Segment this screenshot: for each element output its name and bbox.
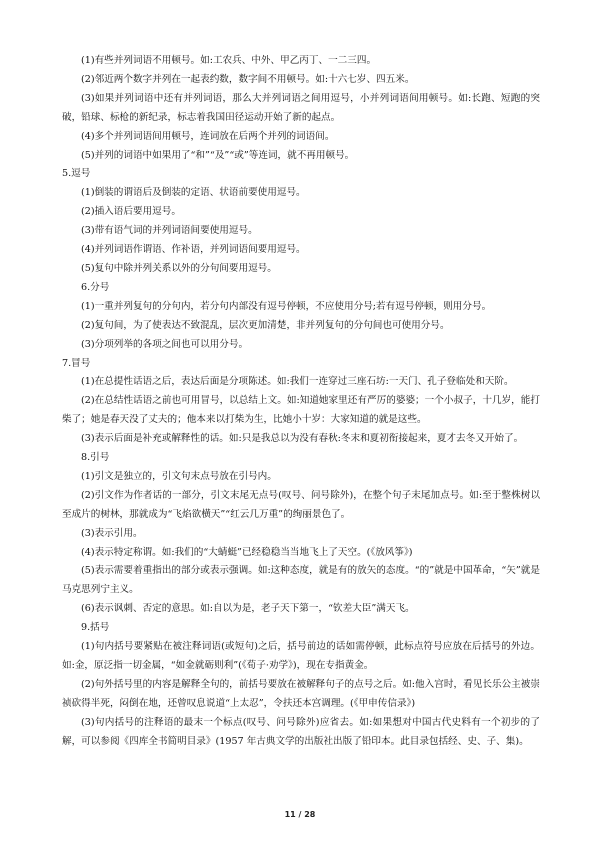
paragraph: (5)复句中除并列关系以外的分句间要用逗号。	[81, 262, 277, 274]
paragraph: (4)表示特定称谓。如:我们的“大蜻蜓”已经稳稳当当地飞上了天空。(《放风筝》)	[81, 546, 413, 558]
paragraph: (3)带有语气词的并列词语间要使用逗号。	[81, 225, 258, 237]
section-heading: 7.冒号	[62, 357, 91, 369]
section-heading: 6.分号	[81, 281, 110, 293]
section-heading: 8.引号	[81, 452, 110, 464]
page-number: 11 / 28	[284, 810, 316, 819]
paragraph: (1)倒装的谓语后及倒装的定语、状语前要使用逗号。	[81, 187, 306, 199]
paragraph: (3)表示后面是补充或解释性的话。如:只是我总以为没有春秋:冬末和夏初衔接起来，夏才去冬又开始了。	[81, 433, 524, 445]
paragraph: (2)邻近两个数字并列在一起表约数，数字间不用顿号。如:十六七岁、四五米。	[81, 73, 415, 85]
paragraph: (2)引文作为作者话的一部分，引文末尾无点号(叹号、问号除外)，在整个句子末尾加点号。如:至于整株树以至成片的树林，那就成为“飞焰欲横天”“红云几万重”的绚丽景色了。	[62, 489, 540, 520]
paragraph: (1)一重并列复句的分句内，若分句内部没有逗号停顿，不应使用分号;若有逗号停顿，则用分号。	[81, 300, 492, 312]
paragraph: (1)在总提性话语之后，表达后面是分项陈述。如:我们一连穿过三座石坊:一天门、孔子登临处和天阶。	[81, 376, 514, 388]
paragraph: (2)在总结性话语之前也可用冒号，以总结上文。如:知道她家里还有严厉的婆婆；一个小叔子，十几岁，能打柴了；她是春天没了丈夫的；他本来以打柴为生，比她小十岁：大家知道的就是这些。	[62, 395, 540, 426]
paragraph: (3)分项列举的各项之间也可以用分号。	[81, 338, 249, 350]
paragraph: (5)表示需要着重指出的部分或表示强调。如:这种态度，就是有的放矢的态度。“的”就是中国革命，“矢”就是马克思列宁主义。	[62, 565, 540, 596]
paragraph: (5)并列的词语中如果用了“和”“及”“或”等连词，就不再用顿号。	[81, 149, 355, 161]
paragraph: (3)如果并列词语中还有并列词语，那么大并列词语之间用逗号，小并列词语间用顿号。如:长跑、短跑的突破，铅球、标枪的新纪录，标志着我国田径运动开始了新的起点。	[62, 92, 540, 123]
paragraph: (2)插入语后要用逗号。	[81, 206, 181, 218]
paragraph: (1)有些并列词语不用顿号。如:工农兵、中外、甲乙丙丁、一二三四。	[81, 55, 377, 66]
section-heading: 5.逗号	[62, 168, 91, 180]
document-body	[62, 52, 540, 752]
paragraph: (3)句内括号的注释语的最末一个标点(叹号、问号除外)应省去。如:如果想对中国古代史料有一个初步的了解，可以参阅《四库全书简明目录》(1957 年古典文学的出版社出版了铅印本。此目录包括经、史、子、集)。	[62, 716, 540, 747]
paragraph: (1)引文是独立的，引文句末点号放在引号内。	[81, 470, 277, 482]
paragraph: (1)句内括号要紧贴在被注释词语(或短句)之后，括号前边的话如需停顿，此标点符号应放在后括号的外边。如:金，原泛指一切金属，“如金就砺则利”(《荀子·劝学》)，现在专指黄金。	[62, 641, 540, 671]
paragraph: (2)句外括号里的内容是解释全句的，前括号要放在被解释句子的点号之后。如:他入宫时，看见长乐公主被崇祯砍得半死，闷倒在地，还曾叹息说道“上太忍”，令扶还本宫调理。(《甲申传信录》)	[62, 678, 540, 709]
paragraph: (4)并列词语作谓语、作补语，并列词语间要用逗号。	[81, 244, 306, 256]
paragraph: (3)表示引用。	[81, 527, 143, 539]
paragraph: (4)多个并列词语间用顿号，连词放在后两个并列的词语间。	[81, 130, 335, 142]
paragraph: (6)表示讽刺、否定的意思。如:自以为是，老子天下第一，“钦差大臣”满天飞。	[81, 603, 415, 615]
section-heading: 9.括号	[81, 622, 110, 634]
paragraph: (2)复句间，为了使表达不致混乱，层次更加清楚，非并列复句的分句间也可使用分号。	[81, 319, 450, 331]
